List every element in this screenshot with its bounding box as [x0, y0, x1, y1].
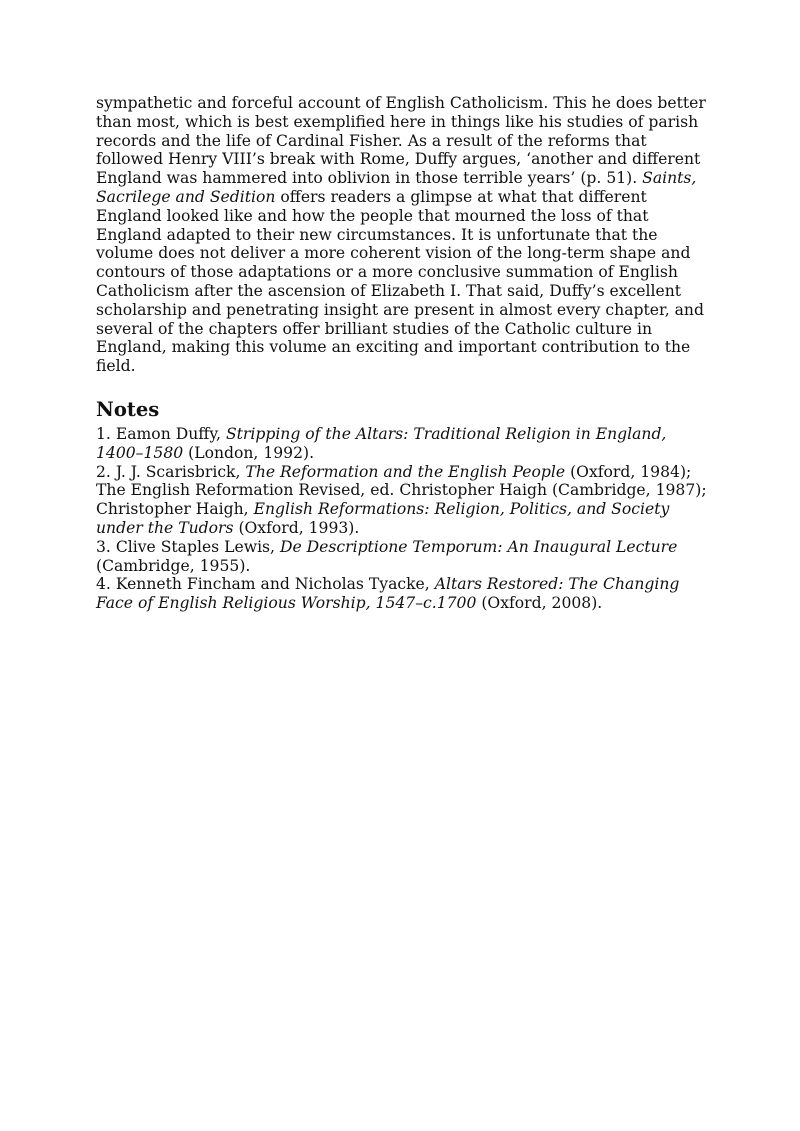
note-1-prefix: 1. Eamon Duffy, — [96, 424, 226, 443]
note-2-middle: (Oxford, 1984); The English Reformation Revised, ed. Christopher Haigh (Cambridge, 1987); Christopher Haigh, — [96, 462, 707, 519]
note-2-title-2: English Reformations: Religion, Politics, and Society under the Tudors — [96, 500, 670, 537]
note-item-1 — [96, 425, 716, 463]
document-page — [96, 94, 716, 613]
note-3-suffix: (Cambridge, 1955). — [96, 556, 251, 575]
body-text-1: sympathetic and forceful account of English Catholicism. This he does better than most, which is best exemplified here in things like his studies of parish records and the life of Cardinal Fisher. As a result of the reforms that followed Henry VIII’s break with Rome, Duffy argues, ‘another and different England was hammered into oblivion in those terrible years’ (p. 51). — [96, 94, 706, 188]
notes-list — [96, 425, 716, 613]
note-3-prefix: 3. Clive Staples Lewis, — [96, 537, 280, 556]
note-3-title: De Descriptione Temporum: An Inaugural Lecture — [279, 537, 678, 556]
note-2-suffix: (Oxford, 1993). — [233, 518, 360, 537]
body-text-2: offers readers a glimpse at what that different England looked like and how the people that mourned the loss of that England adapted to their new circumstances. It is unfortunate that the volume does not deliver a more coherent vision of the long-term shape and contours of those adaptations or a more conclusive summation of English Catholicism after the ascension of Elizabeth I. That said, Duffy’s excellent scholarship and penetrating insight are present in almost every chapter, and several of the chapters offer brilliant studies of the Catholic culture in England, making this volume an exciting and important contribution to the field. — [96, 187, 704, 376]
note-4-prefix: 4. Kenneth Fincham and Nicholas Tyacke, — [96, 575, 435, 594]
note-item-3 — [96, 538, 716, 576]
note-2-title-1: The Reformation and the English People — [245, 462, 566, 481]
notes-heading: Notes — [96, 397, 160, 421]
note-item-4 — [96, 575, 716, 613]
note-1-title: Stripping of the Altars: Traditional Religion in England, 1400–1580 — [96, 424, 667, 462]
note-1-suffix: (London, 1992). — [183, 443, 315, 462]
body-paragraph — [96, 94, 716, 376]
book-title-italic: Saints, Sacrilege and Sedition — [96, 169, 697, 206]
note-2-prefix: 2. J. J. Scarisbrick, — [96, 462, 246, 481]
note-4-suffix: (Oxford, 2008). — [476, 594, 603, 613]
note-4-title: Altars Restored: The Changing Face of English Religious Worship, 1547–c.1700 — [96, 575, 680, 613]
note-item-2 — [96, 463, 716, 538]
